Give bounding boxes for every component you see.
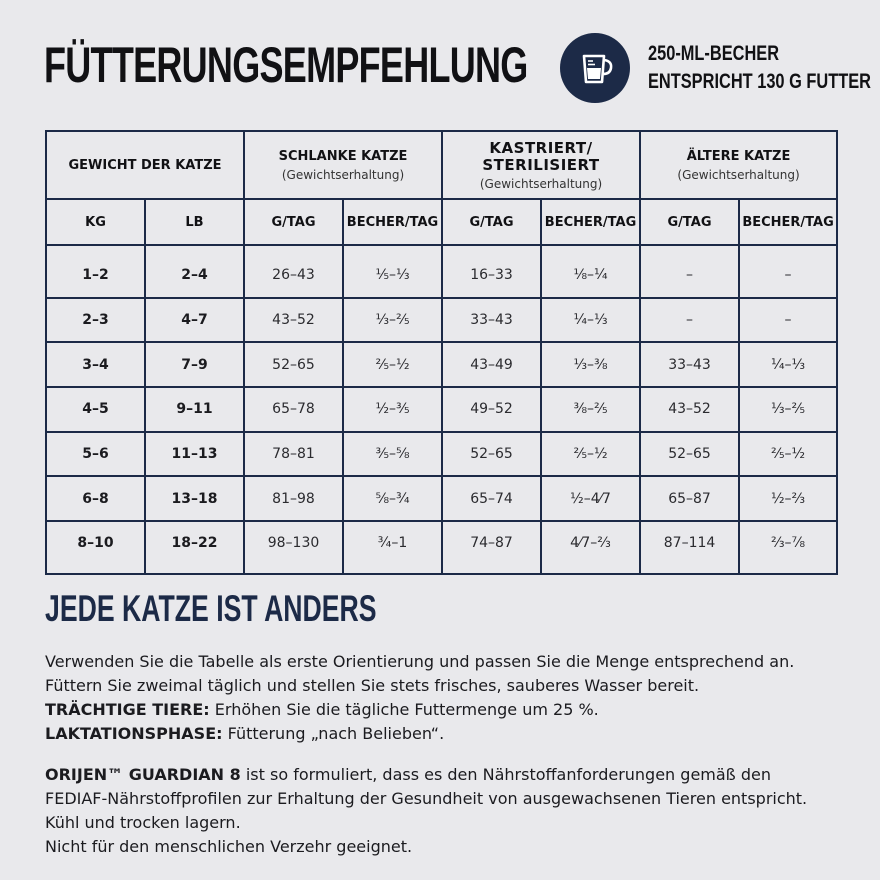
product-text: ist so formuliert, dass es den Nährstoffanforderungen gemäß den <box>240 765 771 784</box>
cup-note-line2: ENTSPRICHT 130 G FUTTER <box>648 70 871 93</box>
pregnant-label: TRÄCHTIGE TIERE: <box>45 700 210 719</box>
cell-kg: 6–8 <box>46 476 145 521</box>
cell-lb: 7–9 <box>145 342 244 387</box>
group-title-line2: STERILISIERT <box>482 155 600 174</box>
cell-value: 33–43 <box>640 342 739 387</box>
cell-value: 16–33 <box>442 245 541 298</box>
cell-lb: 2–4 <box>145 245 244 298</box>
cell-lb: 11–13 <box>145 432 244 477</box>
cell-value: 49–52 <box>442 387 541 432</box>
cup-note <box>648 40 871 96</box>
table-row <box>46 387 837 432</box>
table-row <box>46 298 837 343</box>
guidance-line: Füttern Sie zweimal täglich und stellen Sie stets frisches, sauberes Wasser bereit. <box>45 676 700 695</box>
cell-kg: 5–6 <box>46 432 145 477</box>
cell-value: ⅓–⅜ <box>541 342 640 387</box>
cell-kg: 1–2 <box>46 245 145 298</box>
product-line: FEDIAF-Nährstoffprofilen zur Erhaltung der Gesundheit von ausgewachsenen Tieren entspricht. <box>45 789 808 808</box>
cell-value: ¾–1 <box>343 521 442 574</box>
cell-value: ⅖–½ <box>541 432 640 477</box>
lactation-label: LAKTATIONSPHASE: <box>45 724 223 743</box>
feeding-table <box>45 130 838 575</box>
lactation-note <box>45 722 875 746</box>
cup-note-line1: 250-ML-BECHER <box>648 42 780 65</box>
disclaimer-line: Nicht für den menschlichen Verzehr geeignet. <box>45 837 413 856</box>
group-subtitle: (Gewichtserhaltung) <box>677 167 800 182</box>
cup-badge <box>560 33 630 103</box>
guidance-paragraph <box>45 650 875 746</box>
table-row <box>46 245 837 298</box>
table-row <box>46 432 837 477</box>
group-subtitle: (Gewichtserhaltung) <box>479 176 603 191</box>
cell-value: 78–81 <box>244 432 343 477</box>
cell-value: ⅕–⅓ <box>343 245 442 298</box>
cell-value: 43–49 <box>442 342 541 387</box>
cell-value: 33–43 <box>442 298 541 343</box>
cell-value: ⅗–⅝ <box>343 432 442 477</box>
cell-value: ⅖–½ <box>343 342 442 387</box>
product-line <box>45 763 875 787</box>
page-title: FÜTTERUNGSEMPFEHLUNG <box>44 37 528 93</box>
column-header-cups-day: BECHER/TAG <box>739 199 837 245</box>
cell-value: ⅔–⅞ <box>739 521 837 574</box>
cell-kg: 8–10 <box>46 521 145 574</box>
cell-value: 52–65 <box>244 342 343 387</box>
column-header-cups-day: BECHER/TAG <box>541 199 640 245</box>
column-header-kg: KG <box>46 199 145 245</box>
storage-line: Kühl und trocken lagern. <box>45 813 241 832</box>
table-row <box>46 342 837 387</box>
cell-value: 87–114 <box>640 521 739 574</box>
cell-value: ⅛–¼ <box>541 245 640 298</box>
cell-value: ⅓–⅖ <box>343 298 442 343</box>
product-paragraph <box>45 763 875 859</box>
cell-value: 98–130 <box>244 521 343 574</box>
cell-value: 65–74 <box>442 476 541 521</box>
cell-value: 43–52 <box>640 387 739 432</box>
cell-value: – <box>739 298 837 343</box>
cell-value: 26–43 <box>244 245 343 298</box>
cell-value: – <box>640 298 739 343</box>
cell-kg: 3–4 <box>46 342 145 387</box>
cell-value: 4⁄7–⅔ <box>541 521 640 574</box>
cell-value: ½–⅔ <box>739 476 837 521</box>
cell-value: – <box>739 245 837 298</box>
table-row <box>46 476 837 521</box>
pregnant-text: Erhöhen Sie die tägliche Futtermenge um 25 %. <box>209 700 599 719</box>
cell-value: ⅝–¾ <box>343 476 442 521</box>
column-header-g-day: G/TAG <box>244 199 343 245</box>
group-header-neutered <box>442 131 640 199</box>
pregnant-note <box>45 698 875 722</box>
cell-value: – <box>640 245 739 298</box>
cell-value: ⅖–½ <box>739 432 837 477</box>
column-header-g-day: G/TAG <box>640 199 739 245</box>
brand-name: ORIJEN™ GUARDIAN 8 <box>45 765 241 784</box>
cell-lb: 9–11 <box>145 387 244 432</box>
cell-value: 65–87 <box>640 476 739 521</box>
cell-lb: 18–22 <box>145 521 244 574</box>
column-header-lb: LB <box>145 199 244 245</box>
cell-lb: 13–18 <box>145 476 244 521</box>
cell-value: 65–78 <box>244 387 343 432</box>
lactation-text: Fütterung „nach Belieben“. <box>222 724 445 743</box>
cell-value: 43–52 <box>244 298 343 343</box>
cell-value: 52–65 <box>640 432 739 477</box>
cell-kg: 4–5 <box>46 387 145 432</box>
cell-kg: 2–3 <box>46 298 145 343</box>
cell-value: 52–65 <box>442 432 541 477</box>
section-title: JEDE KATZE IST ANDERS <box>45 588 377 629</box>
guidance-line: Verwenden Sie die Tabelle als erste Orientierung und passen Sie die Menge entsprechend an. <box>45 652 795 671</box>
group-header-slim <box>244 131 442 199</box>
cell-value: ¼–⅓ <box>541 298 640 343</box>
measuring-cup-icon <box>575 48 615 88</box>
cell-value: 74–87 <box>442 521 541 574</box>
cell-value: ⅓–⅖ <box>739 387 837 432</box>
column-header-cups-day: BECHER/TAG <box>343 199 442 245</box>
group-subtitle: (Gewichtserhaltung) <box>281 167 405 182</box>
group-title: ÄLTERE KATZE <box>686 148 791 164</box>
cell-value: ½–⅗ <box>343 387 442 432</box>
table-row <box>46 521 837 574</box>
cell-value: ½–4⁄7 <box>541 476 640 521</box>
group-title-line1: KASTRIERT/ <box>489 138 593 157</box>
column-header-g-day: G/TAG <box>442 199 541 245</box>
weight-header: GEWICHT DER KATZE <box>46 131 244 199</box>
cell-lb: 4–7 <box>145 298 244 343</box>
group-title: SCHLANKE KATZE <box>278 148 408 164</box>
cell-value: 81–98 <box>244 476 343 521</box>
cell-value: ⅜–⅖ <box>541 387 640 432</box>
cell-value: ¼–⅓ <box>739 342 837 387</box>
group-header-senior <box>640 131 837 199</box>
